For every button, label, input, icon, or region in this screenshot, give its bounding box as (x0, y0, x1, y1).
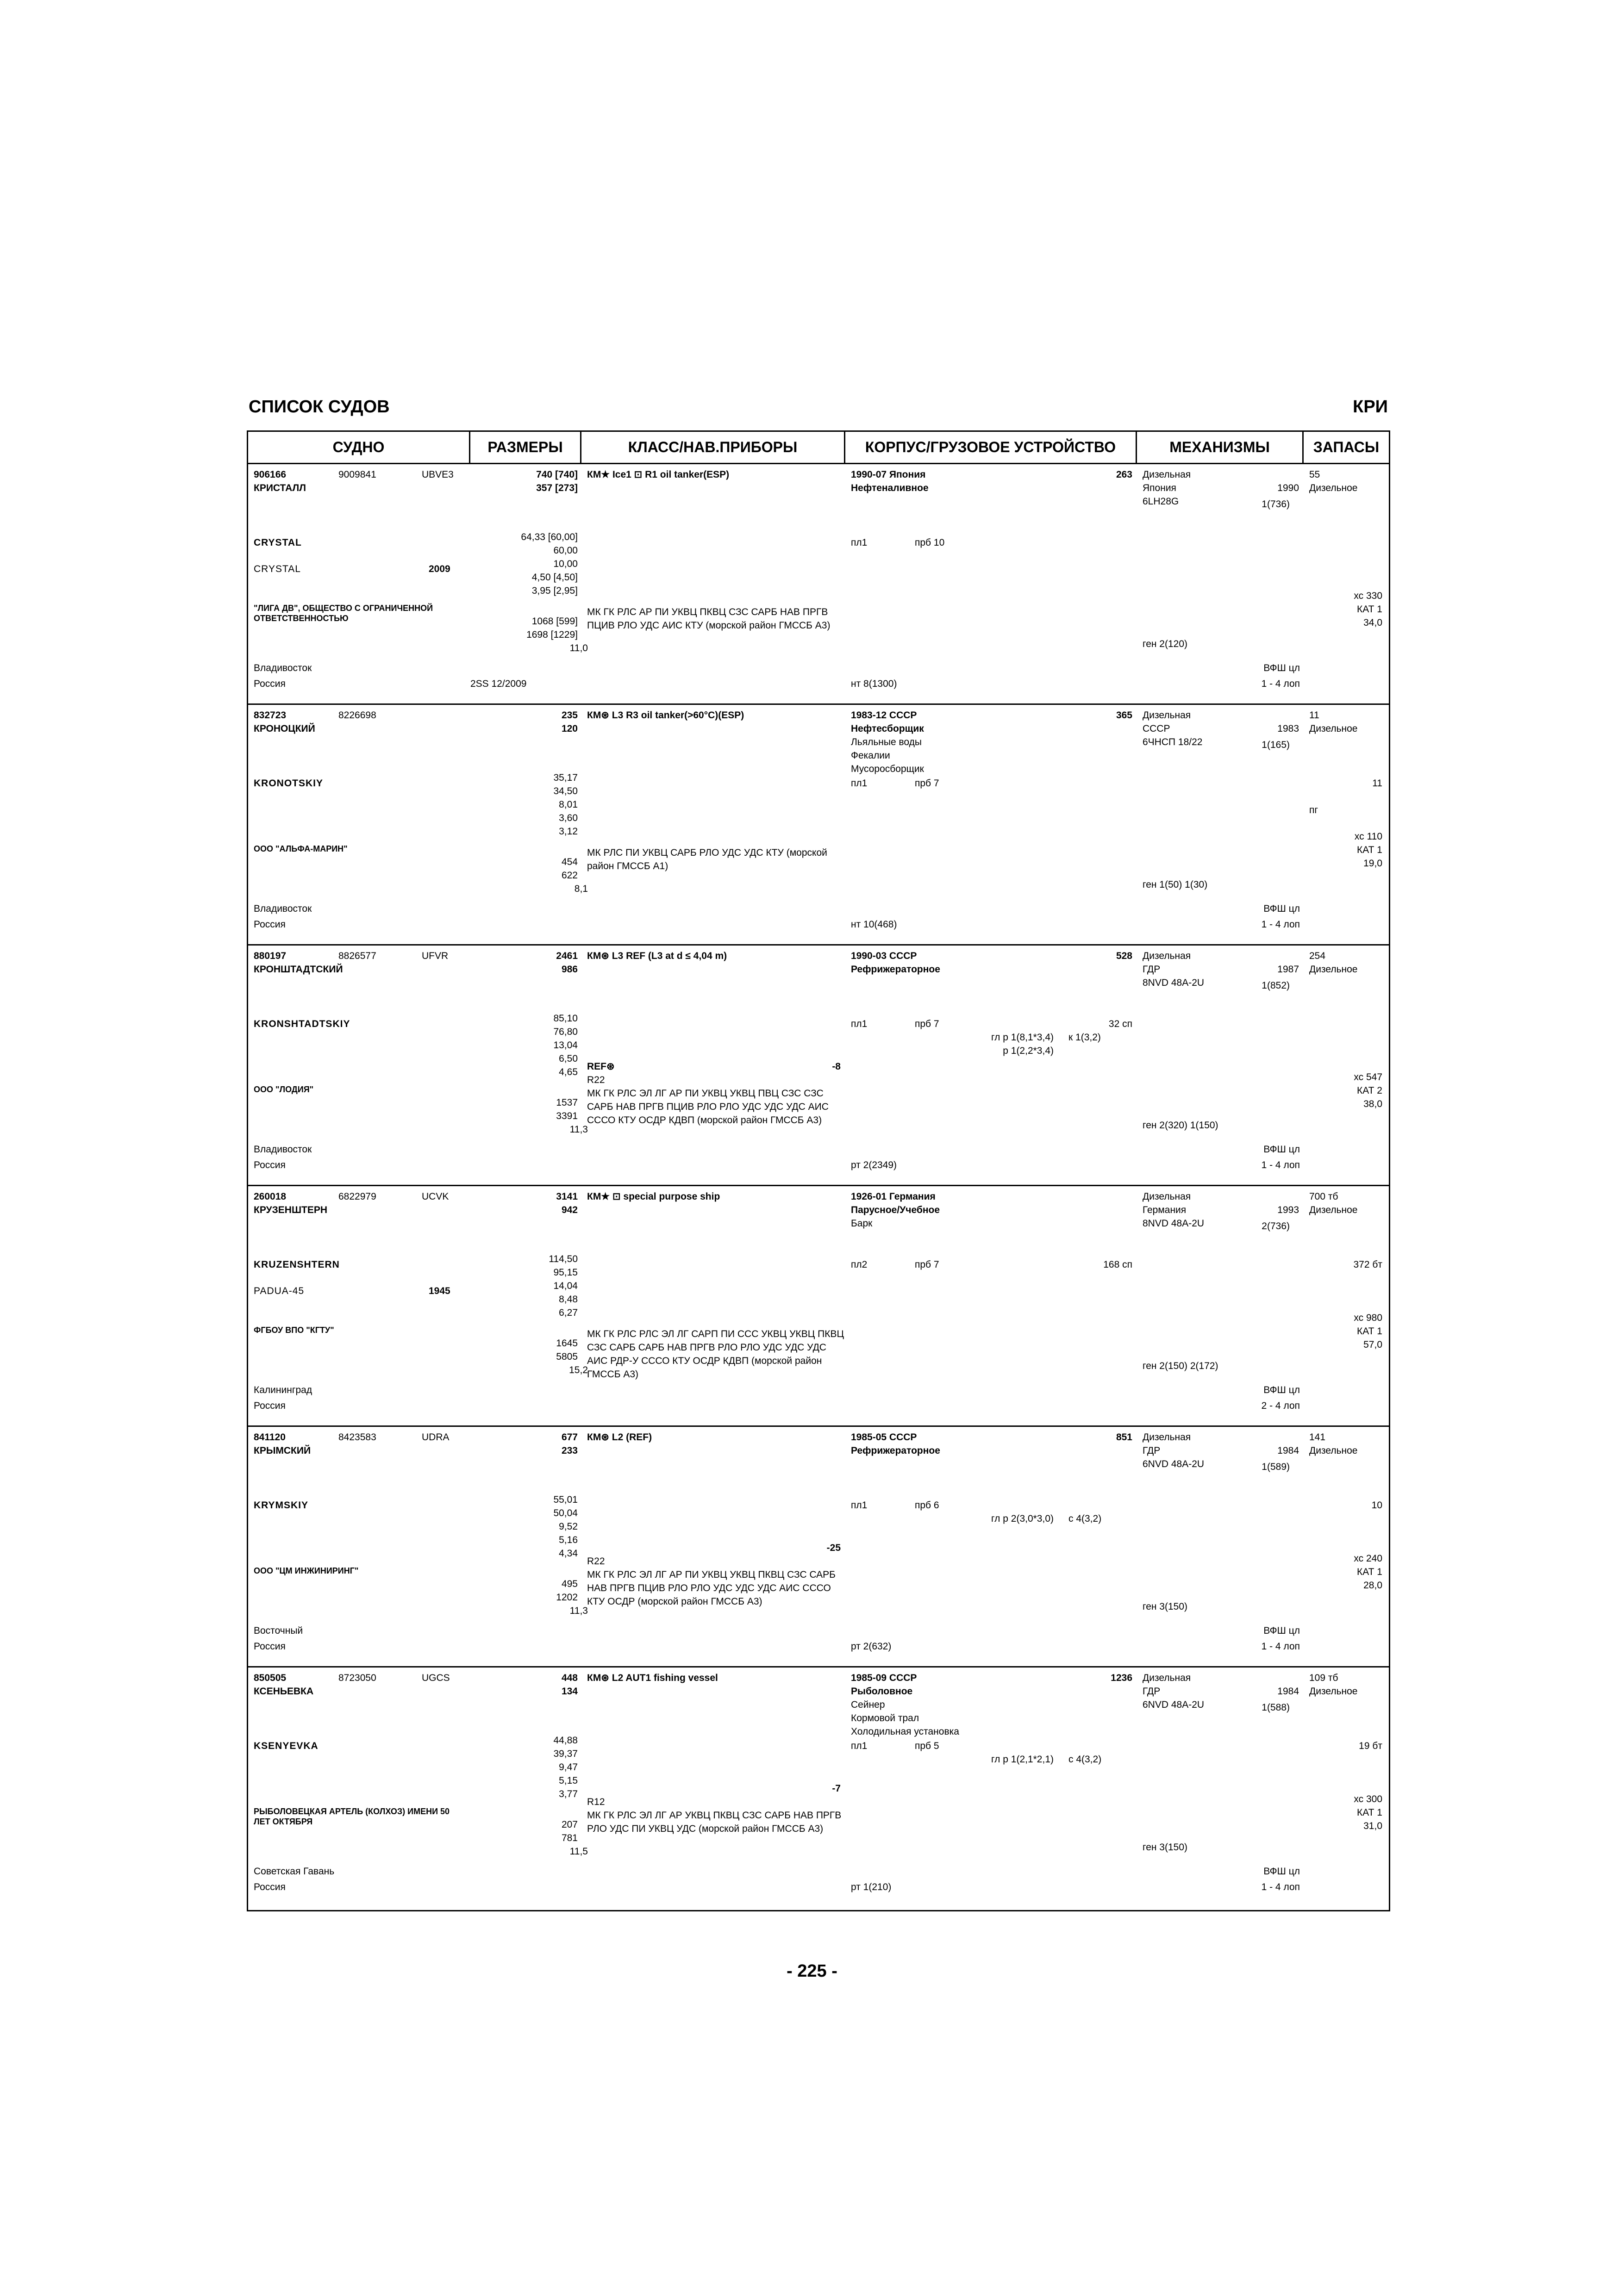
home-port: Калининград (254, 1385, 312, 1395)
engine-power: 1(736) (1262, 499, 1290, 510)
water-capacity: 11 (1372, 778, 1382, 789)
vessel-name-latin: KSENYEVKA (254, 1741, 319, 1751)
net-tonnage: 134 (561, 1686, 578, 1697)
propeller: ВФШ цл (1263, 663, 1300, 673)
flag-country: Россия (254, 1160, 286, 1170)
engine-year: 1984 (1277, 1686, 1299, 1697)
engine-power: 1(588) (1262, 1702, 1290, 1713)
call-sign: UGCS (422, 1673, 450, 1683)
vessel-type: Рефрижераторное (851, 1445, 940, 1456)
nav-equipment: МК ГК РЛС ЭЛ ЛГ АР ПИ УКВЦ УКВЦ ПВЦ СЗС СЗС САРБ НАВ ПРГВ ПЦИВ РЛО РЛО УДС УДС УДС АИС СССО КТУ ОСДР КДВП (морской район ГМССБ А3) (587, 1088, 829, 1126)
vessel-name-latin: KRUZENSHTERN (254, 1259, 340, 1270)
vessel-name-latin: KRONSHTADTSKIY (254, 1019, 350, 1029)
nav-equipment: МК ГК РЛС ЭЛ ЛГ АР УКВЦ ПКВЦ СЗС САРБ НАВ ПРГВ РЛО УДС ПИ УКВЦ УДС (морской район ГМССБ А3) (587, 1810, 842, 1834)
page-title: СПИСОК СУДОВ (249, 397, 390, 417)
engine-model: 8NVD 48A-2U (1143, 1218, 1205, 1229)
decks: пл1 (851, 1500, 868, 1511)
class-notation: КМ★ Ice1 ⊡ R1 oil tanker(ESP) (587, 469, 730, 480)
page-number: - 225 - (787, 1961, 837, 1981)
vessel-name: КСЕНЬЕВКА (254, 1686, 314, 1697)
engine-model: 6NVD 48A-2U (1143, 1459, 1205, 1469)
deadweight-list: 1068 [599] 1698 [1229] (526, 616, 578, 640)
fuel-type: Дизельное (1309, 1686, 1358, 1697)
owner: ООО "АЛЬФА-МАРИН" (254, 844, 348, 853)
imo-number: 8226698 (338, 710, 376, 721)
speed: 11,3 (569, 1605, 588, 1616)
propeller-blades: 1 - 4 лоп (1261, 678, 1300, 689)
endurance: 31,0 (1363, 1821, 1382, 1831)
vessel-name: КРУЗЕНШТЕРН (254, 1205, 328, 1215)
imo-number: 8723050 (338, 1673, 376, 1683)
speed: 11,5 (569, 1846, 588, 1857)
call-sign: UFVR (422, 951, 449, 961)
gross-tonnage: 235 (561, 710, 578, 721)
vessel-type: Рыболовное (851, 1686, 913, 1697)
engine-year: 1983 (1277, 723, 1299, 734)
engine-type: Дизельная (1143, 710, 1191, 721)
ship-register-table (247, 430, 1390, 1911)
engine-country: СССР (1143, 723, 1170, 734)
class-notation: КМ⊛ L3 REF (L3 at d ≤ 4,04 m) (587, 951, 727, 961)
tanks: нт 10(468) (851, 919, 897, 930)
refrigerant: R12 (587, 1797, 605, 1807)
refrigerated-capacity: хс 547 (1354, 1072, 1382, 1083)
nav-equipment: МК ГК РЛС АР ПИ УКВЦ ПКВЦ СЗС САРБ НАВ ПРГВ ПЦИВ РЛО УДС АИС КТУ (морской район ГМССБ А3) (587, 607, 831, 631)
build-info: 1985-09 СССР (851, 1673, 917, 1683)
owner: "ЛИГА ДВ", ОБЩЕСТВО С ОГРАНИЧЕННОЙ ОТВЕТСТВЕННОСТЬЮ (254, 604, 433, 623)
owner: ООО "ЛОДИЯ" (254, 1085, 314, 1094)
imo-number: 9009841 (338, 469, 376, 480)
reg-number: 850505 (254, 1673, 287, 1683)
nav-equipment: МК РЛС ПИ УКВЦ САРБ РЛО УДС УДС КТУ (морской район ГМССБ А1) (587, 847, 827, 871)
owner: ФГБОУ ВПО "КГТУ" (254, 1325, 334, 1335)
engine-power: 1(852) (1262, 980, 1290, 991)
fuel-type: Дизельное (1309, 1205, 1358, 1215)
reg-number: 906166 (254, 469, 287, 480)
call-sign: UCVK (422, 1191, 449, 1202)
hold-capacity: 32 сп (1108, 1019, 1132, 1029)
vessel-type: Рефрижераторное (851, 964, 940, 975)
fuel-type: Дизельное (1309, 1445, 1358, 1456)
reg-number: 841120 (254, 1432, 286, 1443)
engine-power: 1(589) (1262, 1462, 1290, 1472)
decks: пл1 (851, 1741, 868, 1751)
deadweight-list: 1645 5805 (556, 1338, 578, 1362)
category: КАТ 2 (1357, 1085, 1382, 1096)
build-info: 1985-05 СССР (851, 1432, 917, 1443)
propeller: ВФШ цл (1263, 1625, 1300, 1636)
fuel-capacity: 700 тб (1309, 1191, 1338, 1202)
cranes: с 4(3,2) (1068, 1513, 1102, 1524)
flag-country: Россия (254, 919, 286, 930)
hull-features: Льяльные воды Фекалии Мусоросборщик (851, 737, 924, 774)
reg-number: 260018 (254, 1191, 287, 1202)
home-port: Владивосток (254, 663, 312, 673)
vessel-name: КРИСТАЛЛ (254, 483, 306, 493)
dimensions-list: 85,10 76,80 13,04 6,50 4,65 (553, 1013, 578, 1077)
dimensions-list: 44,88 39,37 9,47 5,15 3,77 (553, 1735, 578, 1799)
home-port: Восточный (254, 1625, 303, 1636)
cargo-gear: гл р 1(2,1*2,1) (991, 1754, 1054, 1765)
bulkheads: прб 10 (915, 537, 945, 548)
propeller-blades: 1 - 4 лоп (1261, 919, 1300, 930)
home-port: Советская Гавань (254, 1866, 335, 1877)
hull-features: Барк (851, 1218, 873, 1229)
propeller-blades: 1 - 4 лоп (1261, 1641, 1300, 1652)
net-tonnage: 986 (561, 964, 578, 975)
call-sign: UBVE3 (422, 469, 454, 480)
fuel-type: Дизельное (1309, 964, 1358, 975)
class-notation: КМ⊛ L2 (REF) (587, 1432, 652, 1443)
owner: РЫБОЛОВЕЦКАЯ АРТЕЛЬ (КОЛХОЗ) ИМЕНИ 50 ЛЕТ ОКТЯБРЯ (254, 1807, 450, 1826)
ship-record (248, 946, 1389, 1186)
survey-doc: 2SS 12/2009 (470, 678, 527, 689)
home-port: Владивосток (254, 1144, 312, 1155)
refrigeration-temp: -7 (832, 1783, 841, 1794)
fuel-capacity: 141 (1309, 1432, 1326, 1443)
speed: 11,3 (569, 1124, 588, 1135)
engine-year: 1993 (1277, 1205, 1299, 1215)
flag-country: Россия (254, 1400, 286, 1411)
build-number: 851 (1116, 1432, 1132, 1443)
fuel-type: Дизельное (1309, 723, 1358, 734)
vessel-name-latin: KRONOTSKIY (254, 778, 324, 789)
engine-type: Дизельная (1143, 469, 1191, 480)
bulkheads: прб 5 (915, 1741, 939, 1751)
imo-number: 8826577 (338, 951, 376, 961)
engine-country: Германия (1143, 1205, 1187, 1215)
engine-year: 1984 (1277, 1445, 1299, 1456)
net-tonnage: 357 [273] (536, 483, 578, 493)
hold-capacity: 168 сп (1103, 1259, 1132, 1270)
speed: 8,1 (574, 884, 588, 894)
flag-country: Россия (254, 1641, 286, 1652)
cranes: к 1(3,2) (1068, 1032, 1101, 1043)
col-header-dimensions: РАЗМЕРЫ (470, 432, 581, 463)
propeller: ВФШ цл (1263, 903, 1300, 914)
engine-power: 2(736) (1262, 1221, 1290, 1232)
imo-number: 8423583 (338, 1432, 376, 1443)
engine-type: Дизельная (1143, 1432, 1191, 1443)
nav-equipment: МК ГК РЛС ЭЛ ЛГ АР ПИ УКВЦ УКВЦ ПКВЦ СЗС САРБ НАВ ПРГВ ПЦИВ РЛО РЛО УДС УДС УДС АИС СССО КТУ ОСДР (морской район ГМССБ А3) (587, 1569, 836, 1607)
build-info: 1990-07 Япония (851, 469, 926, 480)
category: КАТ 1 (1357, 1326, 1382, 1337)
vessel-name: КРОНШТАДТСКИЙ (254, 964, 343, 975)
fuel-capacity: 254 (1309, 951, 1326, 961)
bulkheads: прб 7 (915, 1259, 939, 1270)
endurance: 34,0 (1363, 617, 1382, 628)
section-code: КРИ (1353, 397, 1388, 417)
col-header-ship: СУДНО (248, 432, 470, 463)
imo-number: 6822979 (338, 1191, 376, 1202)
deadweight-list: 207 781 (561, 1819, 578, 1843)
water-capacity: 19 бт (1359, 1741, 1382, 1751)
dimensions-list: 55,01 50,04 9,52 5,16 4,34 (553, 1494, 578, 1559)
ship-record (248, 1668, 1389, 1908)
refrigerated-capacity: хс 300 (1354, 1794, 1382, 1804)
ship-record (248, 1186, 1389, 1427)
tanks: рт 2(2349) (851, 1160, 897, 1170)
dimensions-list: 35,17 34,50 8,01 3,60 3,12 (553, 772, 578, 837)
propeller: ВФШ цл (1263, 1385, 1300, 1395)
cargo-gear: гл р 1(8,1*3,4) р 1(2,2*3,4) (991, 1032, 1054, 1056)
build-number: 263 (1116, 469, 1132, 480)
class-notation: КМ⊛ L2 AUT1 fishing vessel (587, 1673, 718, 1683)
vessel-name-latin: KRYMSKIY (254, 1500, 309, 1511)
generators: ген 1(50) 1(30) (1143, 879, 1208, 890)
col-header-class: КЛАСС/НАВ.ПРИБОРЫ (581, 432, 845, 463)
endurance: 57,0 (1363, 1339, 1382, 1350)
engine-year: 1987 (1277, 964, 1299, 975)
net-tonnage: 233 (561, 1445, 578, 1456)
water-capacity: 10 (1371, 1500, 1382, 1511)
deadweight-list: 454 622 (561, 857, 578, 881)
flag-country: Россия (254, 678, 286, 689)
category: КАТ 1 (1357, 1807, 1382, 1818)
ship-record (248, 1427, 1389, 1668)
engine-type: Дизельная (1143, 951, 1191, 961)
generators: ген 3(150) (1143, 1601, 1188, 1612)
refrigerated-capacity: хс 240 (1354, 1553, 1382, 1564)
former-name-year: 2009 (429, 564, 450, 574)
propeller: ВФШ цл (1263, 1144, 1300, 1155)
gross-tonnage: 740 [740] (536, 469, 578, 480)
category: КАТ 1 (1357, 604, 1382, 615)
former-name: PADUA-45 (254, 1286, 305, 1296)
generators: ген 2(120) (1143, 639, 1188, 649)
speed: 11,0 (569, 643, 588, 653)
col-header-supplies: ЗАПАСЫ (1313, 439, 1380, 455)
nav-equipment: МК ГК РЛС РЛС ЭЛ ЛГ САРП ПИ ССС УКВЦ УКВЦ ПКВЦ СЗС САРБ САРБ НАВ ПРГВ РЛО РЛО УДС УДС УДС АИС РДР-У СССО КТУ ОСДР КДВП (морской район ГМССБ А3) (587, 1329, 844, 1380)
generators: ген 2(150) 2(172) (1143, 1361, 1218, 1371)
propeller-blades: 1 - 4 лоп (1261, 1160, 1300, 1170)
build-info: 1990-03 СССР (851, 951, 917, 961)
generators: ген 2(320) 1(150) (1143, 1120, 1218, 1131)
col-header-machinery: МЕХАНИЗМЫ (1137, 432, 1304, 463)
propeller: ВФШ цл (1263, 1866, 1300, 1877)
fuel-capacity: 55 (1309, 469, 1320, 480)
class-notation: КМ⊛ L3 R3 oil tanker(>60°C)(ESP) (587, 710, 744, 721)
tanks: нт 8(1300) (851, 678, 897, 689)
dimensions-list: 64,33 [60,00] 60,00 10,00 4,50 [4,50] 3,95 [2,95] (521, 532, 578, 596)
gross-tonnage: 2461 (556, 951, 578, 961)
other-supply: пг (1309, 805, 1318, 815)
vessel-name: КРОНОЦКИЙ (254, 723, 315, 734)
call-sign: UDRA (422, 1432, 450, 1443)
engine-country: Япония (1143, 483, 1176, 493)
build-number: 528 (1116, 951, 1132, 961)
refrigeration-temp: -25 (826, 1543, 841, 1553)
engine-country: ГДР (1143, 1686, 1161, 1697)
endurance: 19,0 (1363, 858, 1382, 869)
refrigerated-capacity: хс 980 (1354, 1313, 1382, 1323)
engine-model: 6NVD 48A-2U (1143, 1699, 1205, 1710)
endurance: 28,0 (1363, 1580, 1382, 1591)
vessel-type: Нефтесборщик (851, 723, 924, 734)
owner: ООО "ЦМ ИНЖИНИРИНГ" (254, 1566, 359, 1575)
ship-record (248, 705, 1389, 946)
gross-tonnage: 3141 (556, 1191, 578, 1202)
class-notation: КМ★ ⊡ special purpose ship (587, 1191, 720, 1202)
vessel-type: Парусное/Учебное (851, 1205, 940, 1215)
gross-tonnage: 677 (561, 1432, 578, 1443)
build-info: 1983-12 СССР (851, 710, 917, 721)
engine-type: Дизельная (1143, 1673, 1191, 1683)
former-name: CRYSTAL (254, 564, 301, 574)
engine-model: 8NVD 48A-2U (1143, 977, 1205, 988)
tanks: рт 2(632) (851, 1641, 892, 1652)
deadweight-list: 1537 3391 (556, 1097, 578, 1121)
fuel-capacity: 109 тб (1309, 1673, 1338, 1683)
bulkheads: прб 7 (915, 1019, 939, 1029)
fuel-capacity: 11 (1309, 710, 1319, 721)
col-header-hull: КОРПУС/ГРУЗОВОЕ УСТРОЙСТВО (845, 432, 1137, 463)
propeller-blades: 1 - 4 лоп (1261, 1882, 1300, 1892)
build-number: 1236 (1111, 1673, 1132, 1683)
build-number: 365 (1116, 710, 1132, 721)
decks: пл1 (851, 1019, 868, 1029)
net-tonnage: 942 (561, 1205, 578, 1215)
generators: ген 3(150) (1143, 1842, 1188, 1853)
engine-model: 6LH28G (1143, 496, 1179, 507)
tanks: рт 1(210) (851, 1882, 892, 1892)
engine-country: ГДР (1143, 964, 1161, 975)
gross-tonnage: 448 (561, 1673, 578, 1683)
propeller-blades: 2 - 4 лоп (1261, 1400, 1300, 1411)
cranes: с 4(3,2) (1068, 1754, 1102, 1765)
flag-country: Россия (254, 1882, 286, 1892)
decks: пл1 (851, 537, 868, 548)
cargo-gear: гл р 2(3,0*3,0) (991, 1513, 1054, 1524)
vessel-type: Нефтеналивное (851, 483, 929, 493)
build-info: 1926-01 Германия (851, 1191, 936, 1202)
vessel-name: КРЫМСКИЙ (254, 1445, 311, 1456)
hull-features: Сейнер Кормовой трал Холодильная установка (851, 1699, 959, 1737)
engine-type: Дизельная (1143, 1191, 1191, 1202)
water-capacity: 372 бт (1353, 1259, 1382, 1270)
engine-model: 6ЧНСП 18/22 (1143, 737, 1203, 747)
decks: пл1 (851, 778, 868, 789)
engine-year: 1990 (1277, 483, 1299, 493)
bulkheads: прб 7 (915, 778, 939, 789)
former-name-year: 1945 (429, 1286, 450, 1296)
refrigerant: R22 (587, 1556, 605, 1567)
endurance: 38,0 (1363, 1099, 1382, 1109)
net-tonnage: 120 (561, 723, 578, 734)
category: КАТ 1 (1357, 1567, 1382, 1577)
decks: пл2 (851, 1259, 868, 1270)
bulkheads: прб 6 (915, 1500, 939, 1511)
refrigerated-capacity: хс 110 (1354, 831, 1382, 842)
deadweight-list: 495 1202 (556, 1579, 578, 1603)
speed: 15,2 (569, 1365, 588, 1375)
refrigerated-capacity: хс 330 (1354, 591, 1382, 601)
category: КАТ 1 (1357, 845, 1382, 855)
engine-country: ГДР (1143, 1445, 1161, 1456)
ship-record (248, 464, 1389, 705)
vessel-name-latin: CRYSTAL (254, 537, 302, 548)
fuel-type: Дизельное (1309, 483, 1358, 493)
table-header (248, 432, 1389, 464)
reg-number: 880197 (254, 951, 287, 961)
reg-number: 832723 (254, 710, 287, 721)
home-port: Владивосток (254, 903, 312, 914)
engine-power: 1(165) (1262, 740, 1290, 750)
refrigeration-class: REF⊛ (587, 1061, 615, 1072)
refrigeration-temp: -8 (832, 1061, 841, 1072)
refrigerant: R22 (587, 1075, 605, 1085)
dimensions-list: 114,50 95,15 14,04 8,48 6,27 (549, 1254, 578, 1318)
